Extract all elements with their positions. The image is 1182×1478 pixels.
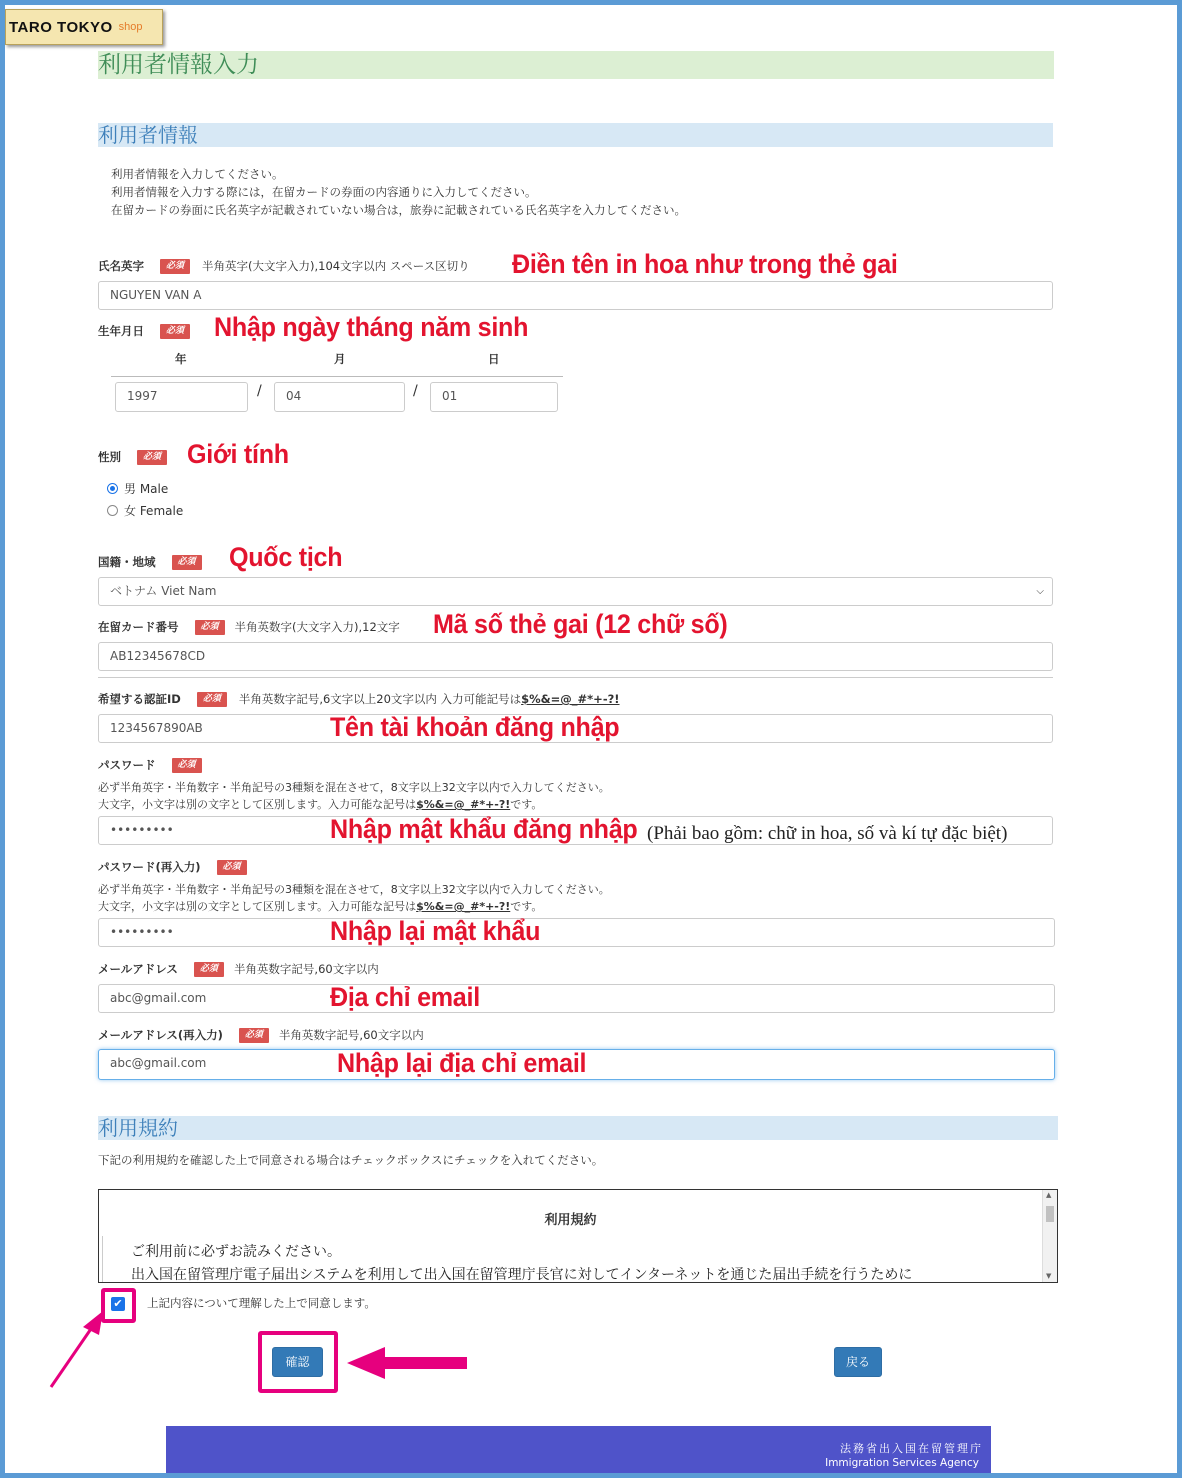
radio-dot[interactable] [107, 483, 118, 494]
footer-banner [166, 1426, 991, 1473]
email-confirm-annotation: Nhập lại địa chỉ email [337, 1048, 587, 1078]
gender-label-row [98, 449, 167, 465]
password-confirm-note-line: 必ず半角英字・半角数字・半角記号の3種類を混在させて，8文字以上32文字以内で入力してください。 [98, 883, 610, 896]
password-note [98, 779, 610, 813]
intro-line: 在留カードの券面に氏名英字が記載されていない場合は，旅券に記載されている氏名英字を入力してください。 [111, 203, 686, 217]
gender-female-radio[interactable] [107, 502, 183, 519]
chevron-down-icon: ⌵ [1036, 586, 1044, 597]
login-id-hint-text: 半角英数字記号,6文字以上20文字以内 入力可能記号は [238, 692, 522, 706]
password-symbols: $%&=@_#*+-?! [416, 798, 511, 811]
nationality-annotation: Quốc tịch [229, 542, 343, 572]
required-badge: 必須 [160, 324, 190, 339]
password-note-suffix: です。 [510, 798, 543, 811]
card-label: 在留カード番号 [98, 620, 179, 634]
required-badge: 必須 [194, 962, 224, 977]
section-user-info-heading: 利用者情報 [98, 123, 1053, 147]
required-badge: 必須 [195, 620, 225, 635]
email-confirm-label-row [98, 1027, 424, 1043]
scroll-thumb[interactable] [1046, 1206, 1054, 1222]
name-hint: 半角英字(大文字入力),104文字以内 スペース区切り [202, 259, 470, 273]
password-confirm-annotation: Nhập lại mật khẩu [330, 916, 541, 946]
check-icon: ✔ [113, 1297, 123, 1310]
logo-subtext: shop [118, 21, 143, 33]
back-button[interactable]: 戻る [834, 1347, 882, 1377]
footer-agency-en: Immigration Services Agency [825, 1457, 979, 1469]
gender-male-radio[interactable] [107, 480, 168, 497]
password-note-line [98, 796, 610, 813]
required-badge: 必須 [172, 555, 202, 570]
month-label: 月 [334, 352, 346, 366]
terms-instruction: 下記の利用規約を確認した上で同意される場合はチェックボックスにチェックを入れてください。 [98, 1153, 604, 1167]
agree-checkbox[interactable] [111, 1297, 125, 1311]
password-confirm-note-suffix: です。 [510, 900, 543, 913]
card-annotation: Mã số thẻ gai (12 chữ số) [433, 609, 728, 639]
password-label: パスワード [98, 758, 156, 772]
login-id-symbols: $%&=@_#*+-?! [521, 692, 620, 706]
email-annotation: Địa chỉ email [330, 982, 480, 1012]
taro-tokyo-logo [5, 9, 163, 45]
required-badge: 必須 [217, 860, 247, 875]
password-confirm-input[interactable]: ••••••••• [98, 918, 1055, 947]
login-id-hint [239, 691, 620, 707]
email-label-row [98, 961, 379, 977]
terms-title: 利用規約 [544, 1213, 597, 1228]
name-input[interactable]: NGUYEN VAN A [98, 281, 1053, 310]
gender-label: 性別 [98, 450, 121, 464]
email-label: メールアドレス [98, 962, 178, 976]
birth-day-input[interactable]: 01 [430, 382, 558, 412]
password-confirm-note-text: 大文字，小文字は別の文字として区別します。入力可能な記号は [98, 900, 417, 913]
email-hint: 半角英数字記号,60文字以内 [233, 962, 379, 976]
nationality-value: ベトナム Viet Nam [110, 584, 217, 598]
radio-dot[interactable] [107, 505, 118, 516]
terms-scrollbar[interactable] [1042, 1190, 1057, 1282]
required-badge: 必須 [172, 758, 202, 773]
password-label-row [98, 757, 202, 773]
card-label-row [98, 619, 400, 635]
required-badge: 必須 [137, 450, 167, 465]
name-label: 氏名英字 [98, 259, 144, 273]
terms-box[interactable] [98, 1189, 1058, 1283]
intro-text [111, 165, 686, 219]
scroll-down-icon[interactable]: ▼ [1046, 1272, 1052, 1280]
terms-section-heading: 利用規約 [98, 1116, 1058, 1140]
password-confirm-symbols: $%&=@_#*+-?! [416, 900, 511, 913]
password-input[interactable]: ••••••••• [98, 816, 1053, 845]
terms-line: 出入国在留管理庁電子届出システムを利用して出入国在留管理庁長官に対してインターネットを通じた届出手続を行うために [131, 1267, 913, 1283]
password-note-line: 必ず半角英字・半角数字・半角記号の3種類を混在させて，8文字以上32文字以内で入力してください。 [98, 781, 610, 794]
arrow-icon [43, 1305, 113, 1395]
birth-label-row [98, 323, 190, 339]
name-annotation: Điền tên in hoa như trong thẻ gai [512, 249, 898, 279]
card-hint: 半角英数字(大文字入力),12文字 [234, 620, 400, 634]
scroll-up-icon[interactable]: ▲ [1046, 1191, 1052, 1199]
footer-agency-jp: 法務省出入国在留管理庁 [840, 1442, 983, 1455]
login-id-label: 希望する認証ID [98, 692, 181, 706]
password-confirm-note-line [98, 898, 610, 915]
birth-month-input[interactable]: 04 [274, 382, 405, 412]
terms-divider [102, 1236, 103, 1282]
nationality-select[interactable] [98, 577, 1053, 606]
required-badge: 必須 [239, 1028, 269, 1043]
nationality-label: 国籍・地域 [98, 555, 156, 569]
terms-line: ご利用前に必ずお読みください。 [131, 1244, 341, 1260]
logo-text: TARO TOKYO [9, 18, 113, 36]
agree-label: 上記内容について理解した上で同意します。 [147, 1296, 376, 1310]
card-input[interactable]: AB12345678CD [98, 642, 1053, 671]
date-separator: / [257, 383, 262, 399]
gender-male-label: 男 Male [124, 482, 169, 496]
gender-female-label: 女 Female [124, 504, 184, 518]
name-label-row [98, 258, 470, 274]
login-id-annotation: Tên tài khoản đăng nhập [330, 712, 620, 742]
intro-line: 利用者情報を入力してください。 [111, 167, 284, 181]
intro-line: 利用者情報を入力する際には，在留カードの券面の内容通りに入力してください。 [111, 185, 537, 199]
nationality-label-row [98, 554, 202, 570]
password-confirm-label-row [98, 859, 247, 875]
password-confirm-note [98, 881, 610, 915]
password-annotation-note: (Phải bao gồm: chữ in hoa, số và kí tự đặc biệt) [647, 823, 1008, 844]
login-id-input[interactable]: 1234567890AB [98, 714, 1053, 743]
date-separator: / [413, 383, 418, 399]
email-input[interactable]: abc@gmail.com [98, 984, 1055, 1013]
birth-annotation: Nhập ngày tháng năm sinh [214, 312, 529, 342]
password-annotation: Nhập mật khẩu đăng nhập [330, 814, 638, 844]
email-confirm-input[interactable]: abc@gmail.com [98, 1049, 1055, 1080]
arrow-left-icon [345, 1345, 469, 1381]
password-confirm-label: パスワード(再入力) [98, 860, 201, 874]
divider [98, 677, 1053, 678]
required-badge: 必須 [197, 692, 227, 707]
page-title: 利用者情報入力 [98, 51, 1054, 79]
required-badge: 必須 [160, 259, 190, 274]
year-label: 年 [175, 352, 187, 366]
email-confirm-label: メールアドレス(再入力) [98, 1028, 223, 1042]
birth-label: 生年月日 [98, 324, 144, 338]
email-confirm-hint: 半角英数字記号,60文字以内 [278, 1028, 424, 1042]
day-label: 日 [488, 352, 500, 366]
password-note-text: 大文字，小文字は別の文字として区別します。入力可能な記号は [98, 798, 417, 811]
confirm-button[interactable]: 確認 [272, 1347, 323, 1377]
login-id-label-row [98, 691, 620, 707]
page [5, 5, 1177, 1473]
birth-year-input[interactable]: 1997 [115, 382, 248, 412]
birth-divider [111, 376, 563, 377]
password-annotation-row [330, 814, 661, 845]
gender-annotation: Giới tính [187, 439, 289, 469]
